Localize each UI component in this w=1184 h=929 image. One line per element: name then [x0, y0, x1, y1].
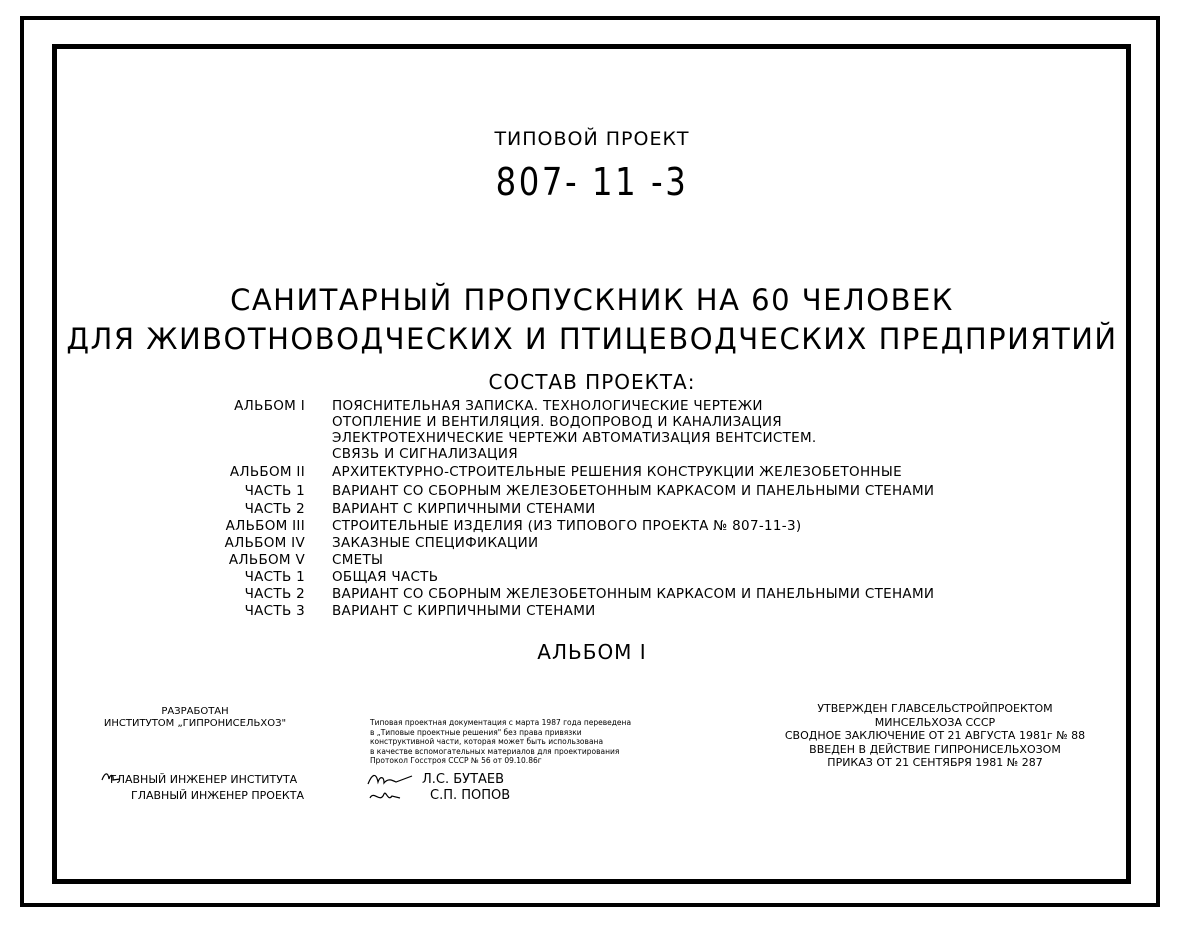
contents-row-label: АЛЬБОМ IV [224, 535, 305, 551]
developer-line-2: ИНСТИТУТОМ „ГИПРОНИСЕЛЬХОЗ" [103, 718, 287, 729]
contents-row-text: ВАРИАНТ С КИРПИЧНЫМИ СТЕНАМИ [332, 501, 596, 517]
project-label: ТИПОВОЙ ПРОЕКТ [494, 128, 690, 150]
signature-butaev-icon [366, 770, 414, 788]
contents-row-text: ОБЩАЯ ЧАСТЬ [332, 569, 439, 585]
note-line-5: Протокол Госстроя СССР № 56 от 09.10.86г [370, 756, 542, 765]
signature-popov-icon [366, 788, 406, 806]
contents-row-text: ВАРИАНТ С КИРПИЧНЫМИ СТЕНАМИ [332, 603, 596, 619]
note-line-2: в „Типовые проектные решения" без права привязки [370, 727, 582, 737]
initials-signature-icon [100, 770, 122, 784]
signature-role-1: ГЛАВНЫЙ ИНЖЕНЕР ИНСТИТУТА [110, 773, 298, 786]
developer-block [90, 706, 300, 730]
contents-row-label: АЛЬБОМ III [225, 518, 305, 534]
approval-line-4: ВВЕДЕН В ДЕЙСТВИЕ ГИПРОНИСЕЛЬХОЗОМ [809, 742, 1061, 756]
note-line-1: Типовая проектная документация с марта 1987 года переведена [370, 718, 632, 727]
developer-line-1: РАЗРАБОТАН [161, 706, 229, 717]
album-label: АЛЬБОМ I [537, 640, 647, 664]
contents-row-text: ВАРИАНТ СО СБОРНЫМ ЖЕЛЕЗОБЕТОННЫМ КАРКАСОМ И ПАНЕЛЬНЫМИ СТЕНАМИ [332, 483, 935, 499]
signature-name-2: С.П. ПОПОВ [430, 788, 511, 803]
note-line-3: конструктивной части, которая может быть использована [370, 737, 604, 746]
signature-role-2: ГЛАВНЫЙ ИНЖЕНЕР ПРОЕКТА [131, 789, 304, 802]
approval-line-1: УТВЕРЖДЕН ГЛАВСЕЛЬСТРОЙПРОЕКТОМ [817, 702, 1053, 715]
approval-line-3: СВОДНОЕ ЗАКЛЮЧЕНИЕ ОТ 21 АВГУСТА 1981г № 88 [784, 729, 1086, 742]
contents-row-text: АРХИТЕКТУРНО-СТРОИТЕЛЬНЫЕ РЕШЕНИЯ КОНСТРУКЦИИ ЖЕЛЕЗОБЕТОННЫЕ [332, 464, 902, 480]
contents-row-text: ЗАКАЗНЫЕ СПЕЦИФИКАЦИИ [332, 535, 539, 551]
contents-row-text: ПОЯСНИТЕЛЬНАЯ ЗАПИСКА. ТЕХНОЛОГИЧЕСКИЕ ЧЕРТЕЖИ [332, 398, 763, 414]
approval-line-2: МИНСЕЛЬХОЗА СССР [874, 715, 996, 729]
signature-name-1: Л.С. БУТАЕВ [422, 772, 505, 787]
contents-heading: СОСТАВ ПРОЕКТА: [488, 370, 696, 394]
contents-row-label: ЧАСТЬ 2 [244, 501, 305, 517]
contents-row-text: СВЯЗЬ И СИГНАЛИЗАЦИЯ [332, 446, 518, 462]
project-number: 807- 11 -3 [495, 160, 689, 204]
title-line-1: САНИТАРНЫЙ ПРОПУСКНИК НА 60 ЧЕЛОВЕК [230, 283, 954, 317]
note-line-4: в качестве вспомогательных материалов для проектирования [370, 746, 620, 756]
contents-row-label: АЛЬБОМ I [234, 398, 305, 414]
approval-line-5: ПРИКАЗ ОТ 21 СЕНТЯБРЯ 1981 № 287 [827, 756, 1043, 769]
contents-row-label: ЧАСТЬ 1 [244, 569, 305, 585]
contents-row-text: ЭЛЕКТРОТЕХНИЧЕСКИЕ ЧЕРТЕЖИ АВТОМАТИЗАЦИЯ ВЕНТСИСТЕМ. [332, 430, 817, 446]
contents-row-text: СТРОИТЕЛЬНЫЕ ИЗДЕЛИЯ (ИЗ ТИПОВОГО ПРОЕКТА № 807-11-3) [332, 518, 802, 534]
title-line-2: ДЛЯ ЖИВОТНОВОДЧЕСКИХ И ПТИЦЕВОДЧЕСКИХ ПРЕДПРИЯТИЙ [66, 322, 1118, 356]
contents-row-label: ЧАСТЬ 2 [244, 586, 305, 602]
contents-row-text: ВАРИАНТ СО СБОРНЫМ ЖЕЛЕЗОБЕТОННЫМ КАРКАСОМ И ПАНЕЛЬНЫМИ СТЕНАМИ [332, 586, 935, 602]
contents-row-label: АЛЬБОМ V [228, 552, 305, 568]
contents-row-text: СМЕТЫ [332, 552, 384, 568]
approval-block [780, 702, 1090, 770]
contents-row-label: ЧАСТЬ 1 [244, 483, 305, 499]
contents-row-text: ОТОПЛЕНИЕ И ВЕНТИЛЯЦИЯ. ВОДОПРОВОД И КАНАЛИЗАЦИЯ [332, 414, 782, 430]
note-block [370, 718, 631, 766]
contents-row-label: ЧАСТЬ 3 [244, 603, 305, 619]
contents-row-label: АЛЬБОМ II [229, 464, 305, 480]
